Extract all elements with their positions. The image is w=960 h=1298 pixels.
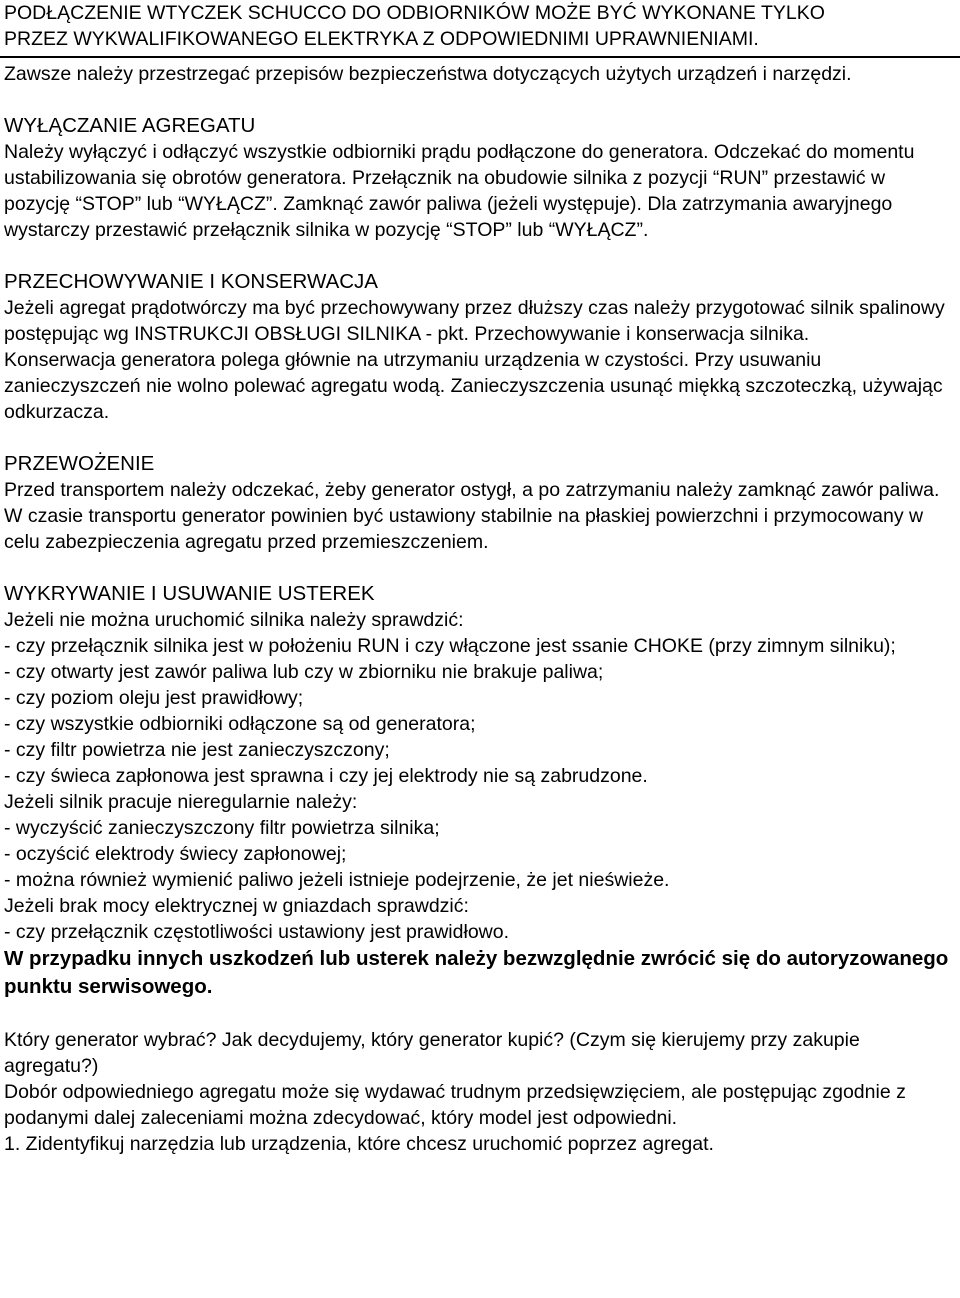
section-transport bbox=[4, 451, 954, 555]
choice-intro: Dobór odpowiedniego agregatu może się wydawać trudnym przedsięwzięciem, ale postępując zgodnie z podanymi dalej zaleceniami można zdecydować, który model jest odpowiedni. bbox=[4, 1081, 906, 1129]
document-page bbox=[4, 0, 954, 1157]
troubleshooting-line: - czy wszystkie odbiorniki odłączone są od generatora; bbox=[4, 713, 476, 735]
section-storage bbox=[4, 269, 954, 425]
troubleshooting-line: - czy świeca zapłonowa jest sprawna i czy jej elektrody nie są zabrudzone. bbox=[4, 765, 648, 787]
separator-rule bbox=[0, 56, 960, 58]
section-troubleshooting bbox=[4, 581, 954, 1001]
storage-paragraph-2: Konserwacja generatora polega głównie na utrzymaniu urządzenia w czystości. Przy usuwaniu zanieczyszczeń nie wolno polewać agregatu wodą. Zanieczyszczenia usunąć miękką szczoteczką, używając odkurzacza. bbox=[4, 349, 943, 423]
service-warning: W przypadku innych uszkodzeń lub usterek należy bezwzględnie zwrócić się do autoryzowanego punktu serwisowego. bbox=[4, 947, 949, 998]
section-heading-storage: PRZECHOWYWANIE I KONSERWACJA bbox=[4, 270, 378, 293]
troubleshooting-line: - oczyścić elektrody świecy zapłonowej; bbox=[4, 843, 347, 865]
troubleshooting-line: - wyczyścić zanieczyszczony filtr powietrza silnika; bbox=[4, 817, 440, 839]
storage-paragraph-1: Jeżeli agregat prądotwórczy ma być przechowywany przez dłuższy czas należy przygotować silnik spalinowy postępując wg INSTRUKCJI OBSŁUGI SILNIKA - pkt. Przechowywanie i konserwacja silnika. bbox=[4, 297, 945, 345]
troubleshooting-line: - czy filtr powietrza nie jest zanieczyszczony; bbox=[4, 739, 390, 761]
choice-question: Który generator wybrać? Jak decydujemy, który generator kupić? (Czym się kierujemy przy zakupie agregatu?) bbox=[4, 1029, 860, 1077]
troubleshooting-line: - czy przełącznik częstotliwości ustawiony jest prawidłowo. bbox=[4, 921, 510, 943]
section-heading-shutdown: WYŁĄCZANIE AGREGATU bbox=[4, 114, 256, 137]
section-heading-troubleshooting: WYKRYWANIE I USUWANIE USTEREK bbox=[4, 582, 375, 605]
troubleshooting-line: Jeżeli brak mocy elektrycznej w gniazdach sprawdzić: bbox=[4, 895, 469, 917]
troubleshooting-line: Jeżeli silnik pracuje nieregularnie należy: bbox=[4, 791, 358, 813]
troubleshooting-line: - czy poziom oleju jest prawidłowy; bbox=[4, 687, 304, 709]
choice-step-1: 1. Zidentyfikuj narzędzia lub urządzenia, które chcesz uruchomić poprzez agregat. bbox=[4, 1133, 714, 1155]
troubleshooting-line: - można również wymienić paliwo jeżeli istnieje podejrzenie, że jet nieświeże. bbox=[4, 869, 670, 891]
transport-paragraph-2: W czasie transportu generator powinien być ustawiony stabilnie na płaskiej powierzchni i przymocowany w celu zabezpieczenia agregatu przed przemieszczeniem. bbox=[4, 505, 924, 553]
section-heading-transport: PRZEWOŻENIE bbox=[4, 452, 155, 475]
troubleshooting-line: - czy przełącznik silnika jest w położeniu RUN i czy włączone jest ssanie CHOKE (przy zimnym silniku); bbox=[4, 635, 896, 657]
section-shutdown bbox=[4, 113, 954, 243]
shutdown-body: Należy wyłączyć i odłączyć wszystkie odbiorniki prądu podłączone do generatora. Odczekać do momentu ustabilizowania się obrotów generatora. Przełącznik na obudowie silnika z pozycji “RUN” przestawić w pozycję “STOP” lub “WYŁĄCZ”. Zamknąć zawór paliwa (jeżeli występuje). Dla zatrzymania awaryjnego wystarczy przestawić przełącznik silnika w pozycję “STOP” lub “WYŁĄCZ”. bbox=[4, 141, 915, 241]
troubleshooting-line: - czy otwarty jest zawór paliwa lub czy w zbiorniku nie brakuje paliwa; bbox=[4, 661, 604, 683]
safety-note: Zawsze należy przestrzegać przepisów bezpieczeństwa dotyczących użytych urządzeń i narzędzi. bbox=[4, 63, 852, 85]
transport-paragraph-1: Przed transportem należy odczekać, żeby generator ostygł, a po zatrzymaniu należy zamknąć zawór paliwa. bbox=[4, 479, 940, 501]
warning-line-1: PODŁĄCZENIE WTYCZEK SCHUCCO DO ODBIORNIKÓW MOŻE BYĆ WYKONANE TYLKO bbox=[4, 2, 825, 24]
section-generator-choice bbox=[4, 1027, 954, 1157]
warning-line-2: PRZEZ WYKWALIFIKOWANEGO ELEKTRYKA Z ODPOWIEDNIMI UPRAWNIENIAMI. bbox=[4, 28, 759, 50]
troubleshooting-line: Jeżeli nie można uruchomić silnika należy sprawdzić: bbox=[4, 609, 464, 631]
